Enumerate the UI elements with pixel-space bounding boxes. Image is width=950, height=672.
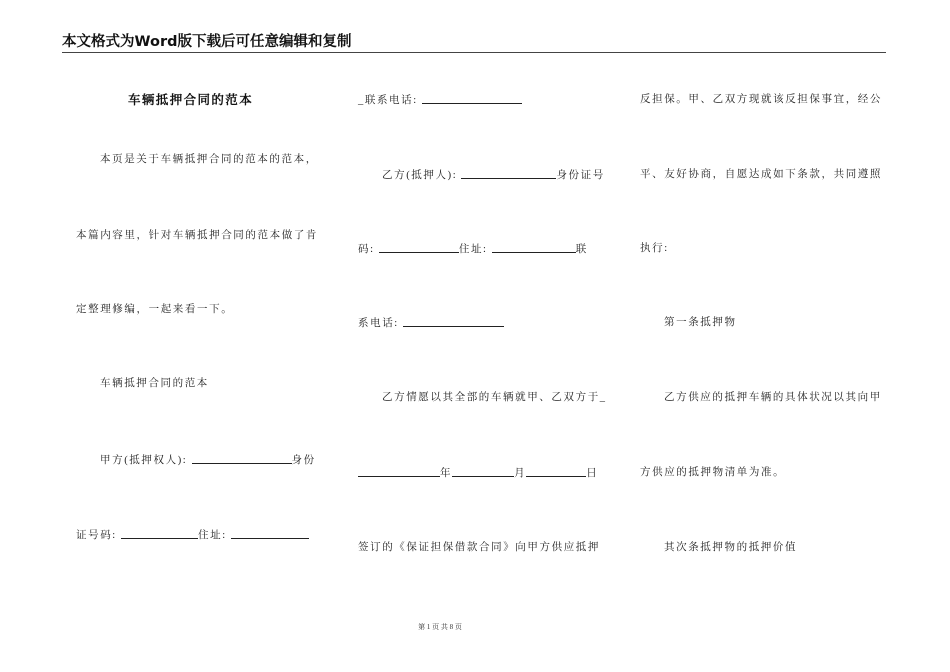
text-segment: 住址: <box>198 530 231 541</box>
text-segment: 平、友好协商，自愿达成如下条款，共同遵照 <box>640 169 882 180</box>
text-line <box>358 242 588 257</box>
text-segment: 联 <box>575 244 588 255</box>
text-segment: 定整理修编，一起来看一下。 <box>76 304 234 315</box>
blank-underline <box>526 466 586 477</box>
text-line <box>358 316 504 331</box>
blank-underline <box>461 168 556 179</box>
text-line <box>76 528 309 543</box>
text-segment: _联系电话: <box>358 95 422 106</box>
header-rule <box>62 52 886 53</box>
text-line <box>358 541 600 555</box>
text-segment: 方供应的抵押物清单为准。 <box>640 467 786 478</box>
text-line <box>382 168 605 183</box>
article-heading <box>664 541 797 555</box>
document-title: 车辆抵押合同的范本 <box>128 92 254 107</box>
text-line <box>382 391 607 405</box>
blank-underline <box>422 93 522 104</box>
text-line <box>358 93 522 108</box>
text-segment: 反担保。甲、乙双方现就该反担保事宜，经公 <box>640 94 882 105</box>
blank-underline <box>492 242 576 253</box>
text-segment: 身份 <box>291 455 316 466</box>
blank-underline <box>379 242 459 253</box>
text-line <box>664 391 882 405</box>
text-segment: 证号码: <box>76 530 122 541</box>
blank-underline <box>358 466 440 477</box>
text-segment: 乙方情愿以其全部的车辆就甲、乙双方于_ <box>382 392 607 403</box>
text-line <box>100 153 318 167</box>
text-segment: 乙方(抵押人): <box>382 170 462 181</box>
text-segment: 甲方(抵押权人): <box>100 455 192 466</box>
text-segment: 日 <box>586 468 599 479</box>
page-number: 第 1 页 共 8 页 <box>418 623 462 631</box>
text-segment: 执行: <box>640 243 669 254</box>
text-segment: 车辆抵押合同的范本 <box>100 378 209 389</box>
text-line <box>640 93 882 107</box>
text-line <box>640 466 785 480</box>
text-segment: 第一条抵押物 <box>664 317 737 328</box>
text-line <box>76 229 318 243</box>
text-segment: 签订的《保证担保借款合同》向甲方供应抵押 <box>358 542 600 553</box>
text-segment: 本页是关于车辆抵押合同的范本的范本， <box>100 154 318 165</box>
text-line <box>76 303 233 317</box>
text-line <box>640 242 669 256</box>
blank-underline <box>192 453 292 464</box>
article-heading <box>664 316 737 330</box>
section-heading <box>100 377 209 391</box>
blank-underline <box>403 316 504 327</box>
text-line <box>358 466 598 481</box>
text-segment: 年 <box>440 468 453 479</box>
text-segment: 月 <box>514 468 527 479</box>
blank-underline <box>452 466 514 477</box>
text-line <box>640 168 882 182</box>
text-segment: 其次条抵押物的抵押价值 <box>664 542 798 553</box>
text-segment: 系电话: <box>358 318 404 329</box>
blank-underline <box>121 528 198 539</box>
text-line <box>100 453 316 468</box>
text-segment: 住址: <box>458 244 492 255</box>
text-segment: 本篇内容里，针对车辆抵押合同的范本做了肯 <box>76 230 318 241</box>
text-segment: 乙方供应的抵押车辆的具体状况以其向甲 <box>664 392 882 403</box>
text-segment: 码: <box>358 244 379 255</box>
blank-underline <box>231 528 309 539</box>
text-segment: 身份证号 <box>556 170 605 181</box>
document-header: 本文格式为Word版下载后可任意编辑和复制 <box>62 34 352 50</box>
